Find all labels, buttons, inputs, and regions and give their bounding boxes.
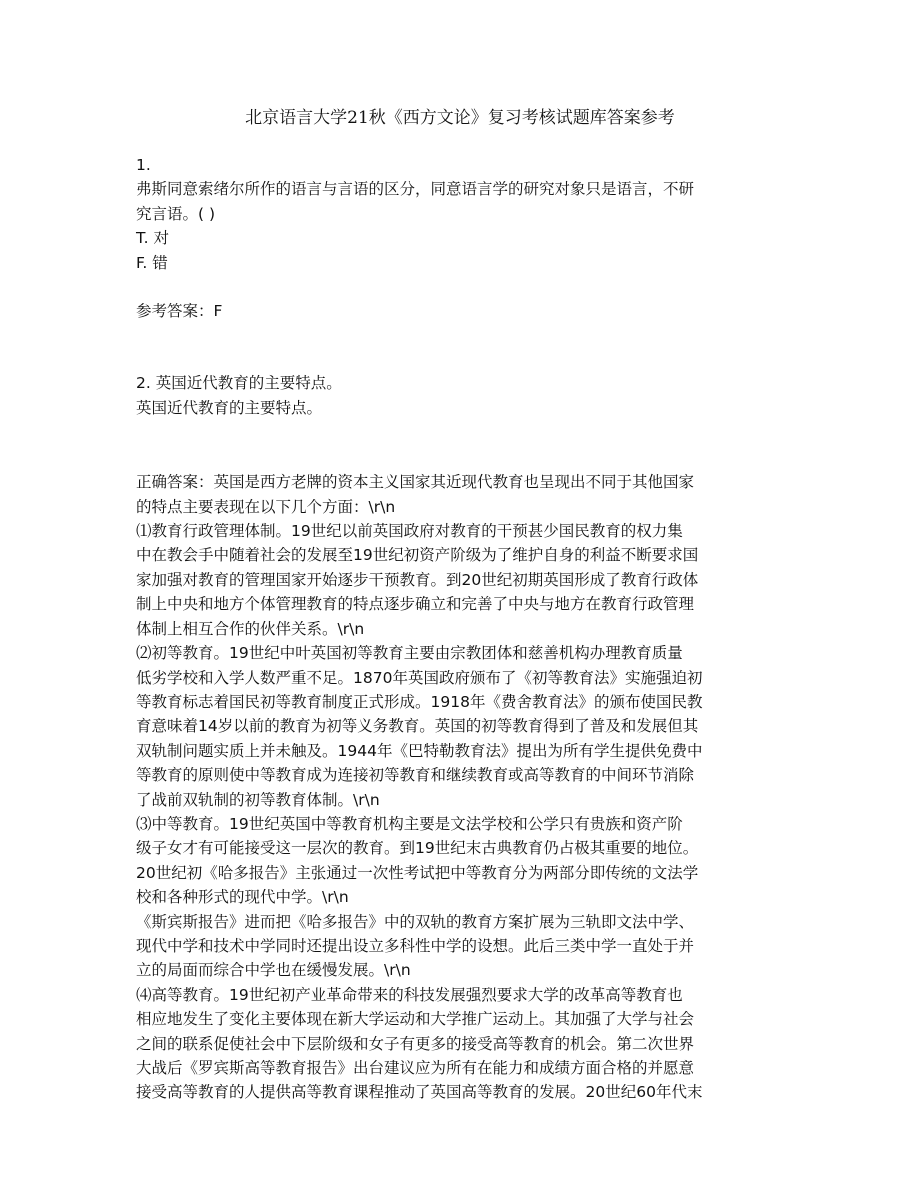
question-2-heading: 2. 英国近代教育的主要特点。 [136,374,342,393]
answer-line: 育意味着14岁以前的教育为初等义务教育。英国的初等教育得到了普及和发展但其 [136,717,699,736]
question-2-answer [136,470,788,1105]
answer-line: 等教育标志着国民初等教育制度正式形成。1918年《费舍教育法》的颁布使国民教 [136,692,703,711]
question-1-option-t: T. 对 [136,229,169,248]
answer-line: 低劣学校和入学人数严重不足。1870年英国政府颁布了《初等教育法》实施强迫初 [136,668,703,687]
answer-line: 20世纪初《哈多报告》主张通过一次性考试把中等教育分为两部分即传统的文法学 [136,863,699,882]
answer-line: 等教育的原则使中等教育成为连接初等教育和继续教育或高等教育的中间环节消除 [136,766,695,785]
answer-line: 之间的联系促使社会中下层阶级和女子有更多的接受高等教育的机会。第二次世界 [136,1034,695,1053]
document-body [136,153,788,1105]
question-1-number: 1. [136,156,151,174]
question-1-stem-line: 究言语。( ) [136,204,216,223]
spacer [136,275,788,299]
question-2-subheading: 英国近代教育的主要特点。 [136,398,323,417]
answer-line: 中在教会手中随着社会的发展至19世纪初资产阶级为了维护自身的利益不断要求国 [136,546,699,565]
question-1-answer: 参考答案：F [136,302,223,321]
document-title: 北京语言大学21秋《西方文论》复习考核试题库答案参考 [245,108,675,128]
answer-line: 双轨制问题实质上并未触及。1944年《巴特勒教育法》提出为所有学生提供免费中 [136,741,703,760]
answer-line: 体制上相互合作的伙伴关系。\r\n [136,619,365,638]
answer-line: 立的局面而综合中学也在缓慢发展。\r\n [136,961,411,980]
answer-line: 家加强对教育的管理国家开始逐步干预教育。到20世纪初期英国形成了教育行政体 [136,570,699,589]
answer-line: 相应地发生了变化主要体现在新大学运动和大学推广运动上。其加强了大学与社会 [136,1010,695,1029]
spacer [136,323,788,371]
answer-line: 的特点主要表现在以下几个方面：\r\n [136,497,396,516]
spacer [136,420,788,468]
question-1-option-f: F. 错 [136,253,168,272]
question-1 [136,153,788,323]
question-2 [136,371,788,1104]
answer-line: ⑴教育行政管理体制。19世纪以前英国政府对教育的干预甚少国民教育的权力集 [136,522,683,541]
answer-line: 制上中央和地方个体管理教育的特点逐步确立和完善了中央与地方在教育行政管理 [136,595,695,614]
answer-line: 校和各种形式的现代中学。\r\n [136,888,349,907]
question-1-stem-line: 弗斯同意索绪尔所作的语言与言语的区分，同意语言学的研究对象只是语言，不研 [136,180,695,199]
answer-line: 《斯宾斯报告》进而把《哈多报告》中的双轨的教育方案扩展为三轨即文法中学、 [136,912,695,931]
answer-line: 现代中学和技术中学同时还提出设立多科性中学的设想。此后三类中学一直处于并 [136,936,695,955]
answer-line: 接受高等教育的人提供高等教育课程推动了英国高等教育的发展。20世纪60年代末 [136,1083,703,1102]
answer-line: 正确答案：英国是西方老牌的资本主义国家其近现代教育也呈现出不同于其他国家 [136,473,695,492]
answer-line: ⑵初等教育。19世纪中叶英国初等教育主要由宗教团体和慈善机构办理教育质量 [136,644,683,663]
answer-line: 大战后《罗宾斯高等教育报告》出台建议应为所有在能力和成绩方面合格的并愿意 [136,1059,695,1077]
answer-line: 级子女才有可能接受这一层次的教育。到19世纪末古典教育仍占极其重要的地位。 [136,839,699,858]
answer-line: ⑷高等教育。19世纪初产业革命带来的科技发展强烈要求大学的改革高等教育也 [136,985,683,1004]
answer-line: ⑶中等教育。19世纪英国中等教育机构主要是文法学校和公学只有贵族和资产阶 [136,814,683,833]
answer-line: 了战前双轨制的初等教育体制。\r\n [136,790,380,809]
